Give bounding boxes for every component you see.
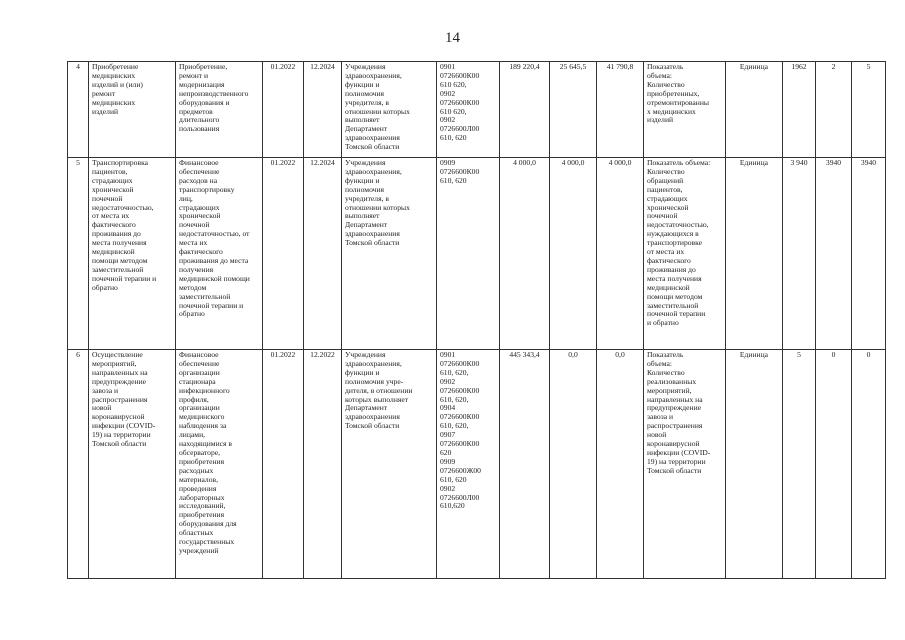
unit: Единица — [726, 62, 783, 158]
indicator: Показатель объема: Количество реализованных мероприятий, направленных на предупреждение завоза и распространения новой коронавирусной инфекции (COVID- 19) на территории Томской области — [644, 350, 726, 579]
row-number: 5 — [68, 158, 89, 350]
budget-codes: 0901 0726600К00 610 620, 0902 0726600К00 610 620, 0902 0726600Л00 610, 620 — [437, 62, 500, 158]
indicator: Показатель объема: Количество обращений пациентов, страдающих хронической почечной недостаточностью, нуждающихся в транспортировке от места их фактического проживания до места получения медицинской помощи методом заместительной почечной терапии и обратно — [644, 158, 726, 350]
amount-year-2: 25 645,5 — [550, 62, 597, 158]
row-number: 6 — [68, 350, 89, 579]
amount-year-2: 4 000,0 — [550, 158, 597, 350]
value-3: 5 — [852, 62, 886, 158]
table-row — [68, 158, 886, 350]
amount-year-2: 0,0 — [550, 350, 597, 579]
end-date: 12.2024 — [304, 62, 342, 158]
indicator: Показатель объема: Количество приобретенных, отремонтированны х медицинских изделий — [644, 62, 726, 158]
program-table — [67, 61, 886, 579]
unit: Единица — [726, 158, 783, 350]
executor: Учреждения здравоохранения, функции и полномочия учредителя, в отношении которых выполняет Департамент здравоохранения Томской области — [342, 158, 437, 350]
value-3: 3940 — [852, 158, 886, 350]
event-description: Финансовое обеспечение расходов на транспортировку лиц, страдающих хронической почечной недостаточностью, от места их фактического проживания до места получения медицинской помощи методом заместительной почечной терапии и обратно — [176, 158, 263, 350]
page-number: 14 — [445, 30, 460, 46]
amount-year-3: 4 000,0 — [597, 158, 644, 350]
executor: Учреждения здравоохранения, функции и полномочия учредителя, в отношении которых выполняет Департамент здравоохранения Томской области — [342, 62, 437, 158]
start-date: 01.2022 — [263, 158, 304, 350]
value-1: 1962 — [783, 62, 816, 158]
amount-total: 189 220,4 — [500, 62, 550, 158]
amount-year-3: 0,0 — [597, 350, 644, 579]
amount-total: 4 000,0 — [500, 158, 550, 350]
executor: Учреждения здравоохранения, функции и полномочия учре- дителя, в отношении которых выполняет Департамент здравоохранения Томской области — [342, 350, 437, 579]
row-number: 4 — [68, 62, 89, 158]
amount-total: 445 343,4 — [500, 350, 550, 579]
budget-codes: 0901 0726600К00 610, 620, 0902 0726600К00 610, 620, 0904 0726600К00 610, 620, 0907 0726600К00 620 0909 0726600Ж00 610, 620 0902 0726600Л00 610,620 — [437, 350, 500, 579]
event-description: Финансовое обеспечение организации стационара инфекционного профиля, организации медицинского наблюдения за лицами, находящимися в обсерваторе, приобретения расходных материалов, проведения лабораторных исследований, приобретения оборудования для областных государственных учреждений — [176, 350, 263, 579]
end-date: 12.2024 — [304, 158, 342, 350]
table-row — [68, 350, 886, 579]
value-1: 3 940 — [783, 158, 816, 350]
value-3: 0 — [852, 350, 886, 579]
amount-year-3: 41 790,8 — [597, 62, 644, 158]
value-2: 0 — [816, 350, 852, 579]
end-date: 12.2022 — [304, 350, 342, 579]
unit: Единица — [726, 350, 783, 579]
event-name: Осуществление мероприятий, направленных на предупреждение завоза и распространения новой коронавирусной инфекции (COVID- 19) на территории Томской области — [89, 350, 176, 579]
event-name: Приобретение медицинских изделий и (или) ремонт медицинских изделий — [89, 62, 176, 158]
value-1: 5 — [783, 350, 816, 579]
start-date: 01.2022 — [263, 350, 304, 579]
budget-codes: 0909 0726600К00 610, 620 — [437, 158, 500, 350]
value-2: 3940 — [816, 158, 852, 350]
table-row — [68, 62, 886, 158]
value-2: 2 — [816, 62, 852, 158]
start-date: 01.2022 — [263, 62, 304, 158]
event-name: Транспортировка пациентов, страдающих хронической почечной недостаточностью, от места их фактического проживания до места получения медицинской помощи методом заместительной почечной терапии и обратно — [89, 158, 176, 350]
event-description: Приобретение, ремонт и модернизация непроизводственного оборудования и предметов длительного пользования — [176, 62, 263, 158]
